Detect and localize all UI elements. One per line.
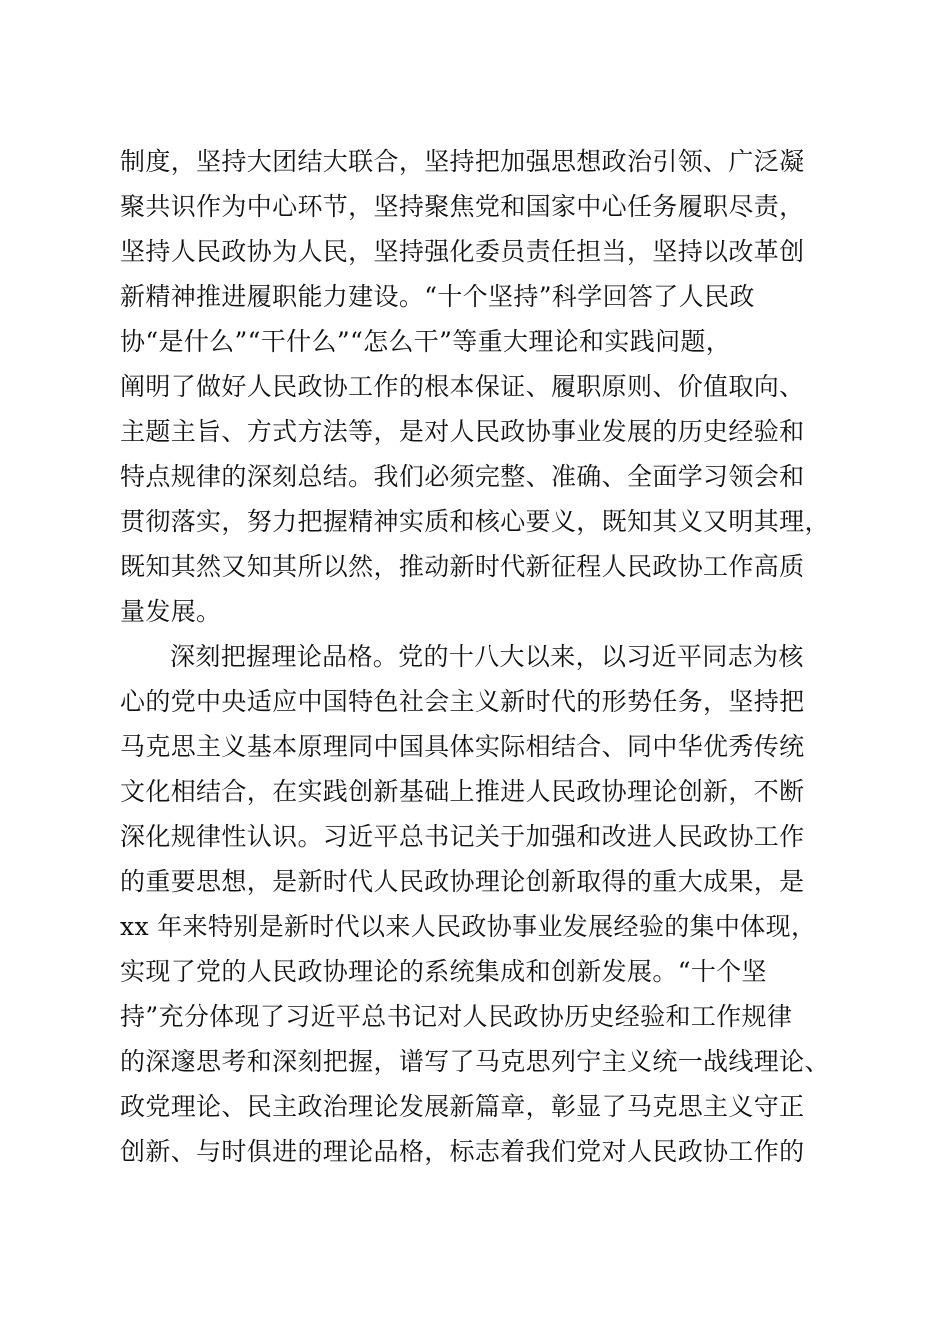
text-line: 主题主旨、方式方法等，是对人民政协事业发展的历史经验和 (120, 417, 805, 446)
text-line: 量发展。 (120, 597, 222, 626)
text-line: 既知其然又知其所以然，推动新时代新征程人民政协工作高质 (120, 552, 805, 581)
text-line: 阐明了做好人民政协工作的根本保证、履职原则、价值取向、 (120, 372, 805, 401)
text-line: 新精神推进履职能力建设。“十个坚持”科学回答了人民政 (120, 282, 755, 311)
text-line: 的重要思想，是新时代人民政协理论创新取得的重大成果，是 (120, 867, 805, 896)
text-line: 贯彻落实，努力把握精神实质和核心要义，既知其义又明其理， (120, 507, 830, 536)
text-line: 深化规律性认识。习近平总书记关于加强和改进人民政协工作 (120, 822, 805, 851)
text-line: 文化相结合，在实践创新基础上推进人民政协理论创新，不断 (120, 777, 805, 806)
text-line: 坚持人民政协为人民，坚持强化委员责任担当，坚持以改革创 (120, 237, 805, 266)
text-line: 政党理论、民主政治理论发展新篇章，彰显了马克思主义守正 (120, 1092, 805, 1121)
text-line: 的深邃思考和深刻把握，谱写了马克思列宁主义统一战线理论、 (120, 1047, 830, 1076)
text-line: 实现了党的人民政协理论的系统集成和创新发展。“十个坚 (120, 957, 767, 986)
text-line: 心的党中央适应中国特色社会主义新时代的形势任务，坚持把 (120, 687, 805, 716)
text-line: 持”充分体现了习近平总书记对人民政协历史经验和工作规律 (120, 1002, 793, 1031)
text-line: xx 年来特别是新时代以来人民政协事业发展经验的集中体现， (120, 912, 817, 941)
text-line: 制度，坚持大团结大联合，坚持把加强思想政治引领、广泛凝 (120, 147, 805, 176)
text-line: 马克思主义基本原理同中国具体实际相结合、同中华优秀传统 (120, 732, 805, 761)
paragraph-first-line: 深刻把握理论品格。党的十八大以来，以习近平同志为核 (170, 642, 804, 671)
text-line: 创新、与时俱进的理论品格，标志着我们党对人民政协工作的 (120, 1137, 805, 1166)
text-line: 协“是什么”“干什么”“怎么干”等重大理论和实践问题， (120, 327, 732, 356)
text-line: 聚共识作为中心环节，坚持聚焦党和国家中心任务履职尽责， (120, 192, 805, 221)
text-line: 特点规律的深刻总结。我们必须完整、准确、全面学习领会和 (120, 462, 805, 491)
